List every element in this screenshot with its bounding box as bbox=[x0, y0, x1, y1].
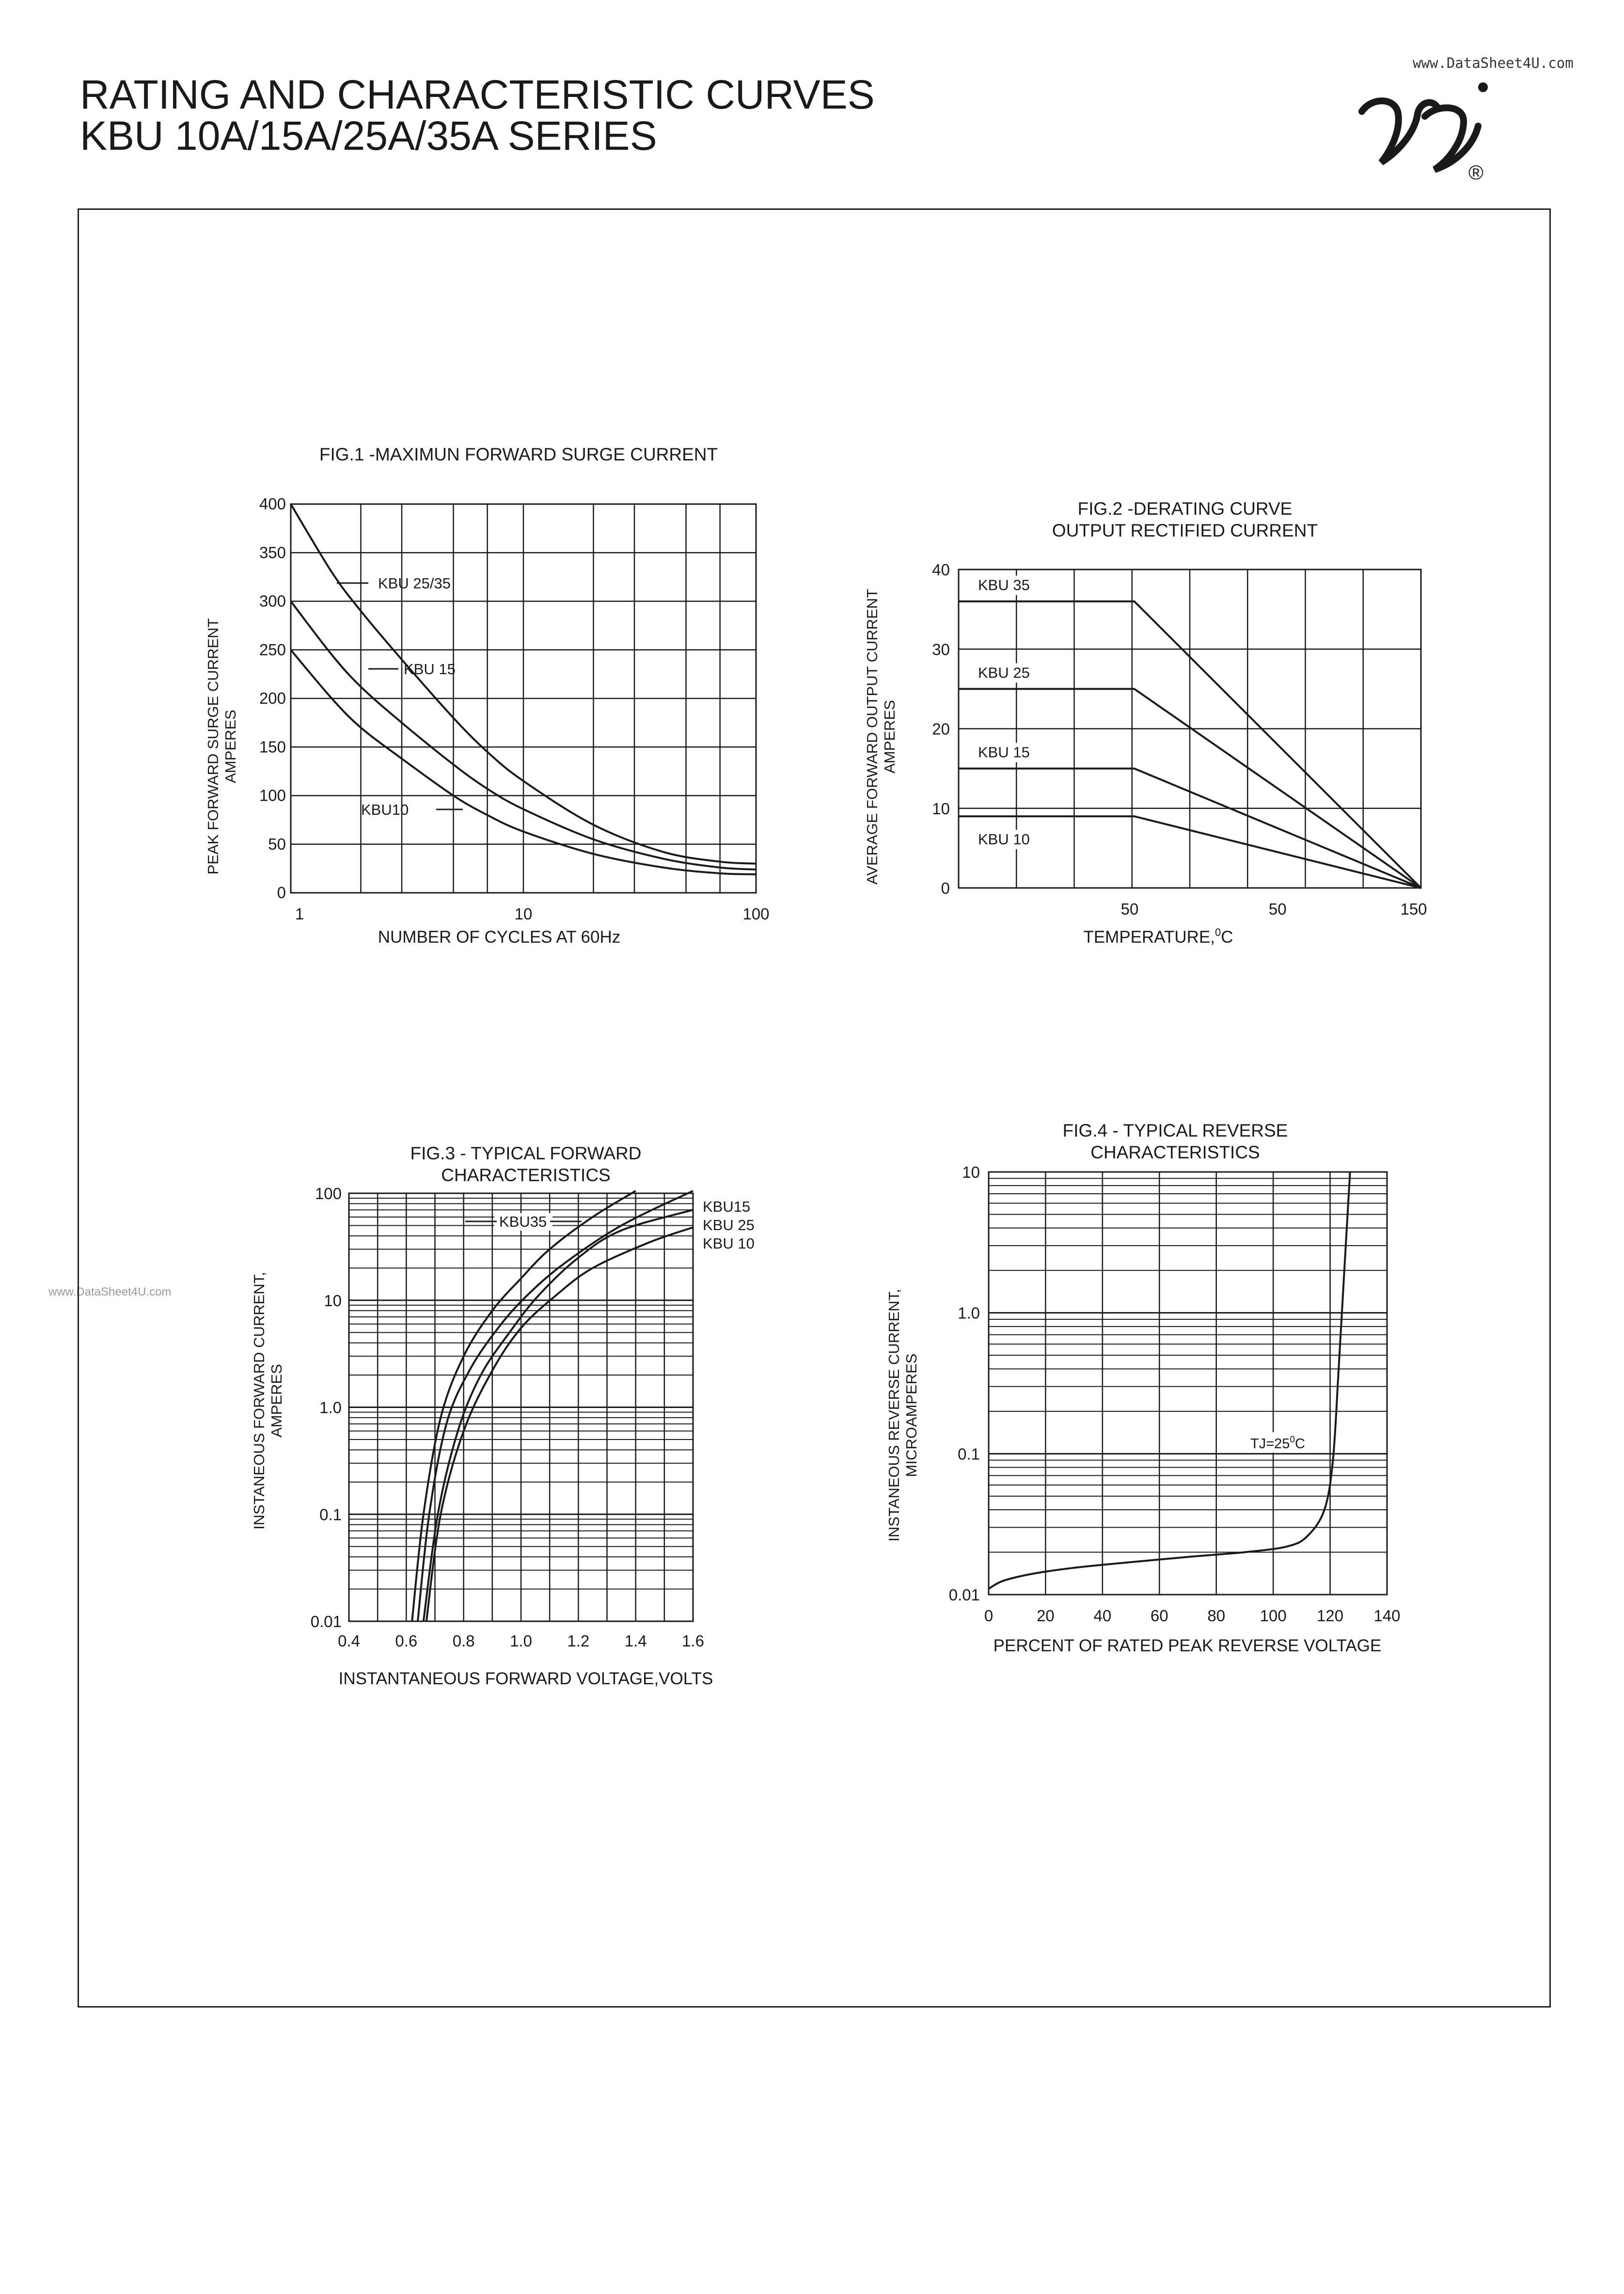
fig2-xlabel-text: TEMPERATURE, bbox=[1083, 928, 1215, 947]
fig4-annotation-text: TJ=25 bbox=[1250, 1436, 1290, 1452]
fig3-x-tick-label: 0.4 bbox=[338, 1632, 360, 1650]
fig1-y-tick-label: 0 bbox=[277, 884, 286, 902]
fig4-title: FIG.4 - TYPICAL REVERSE bbox=[1062, 1121, 1288, 1140]
fig3-x-tick-label: 1.2 bbox=[567, 1632, 590, 1650]
fig1-label-kbu10: KBU10 bbox=[361, 801, 409, 818]
fig4-ylabel-line1: INSTANEOUS REVERSE CURRENT, bbox=[885, 1289, 902, 1542]
fig4-annotation-unit: C bbox=[1295, 1436, 1305, 1452]
fig3-x-tick-label: 1.0 bbox=[510, 1632, 532, 1650]
fig2-x-tick-label: 150 bbox=[1400, 900, 1427, 918]
fig3-ylabel-line1: INSTANEOUS FORWARD CURRENT, bbox=[251, 1272, 268, 1530]
fig2-ylabel-line1: AVERAGE FORWARD OUTPUT CURRENT bbox=[864, 588, 881, 885]
fig1-y-tick-label: 250 bbox=[259, 640, 286, 659]
fig2-series-label-0: KBU 35 bbox=[978, 576, 1030, 594]
fig3-label-kbu15: KBU15 bbox=[703, 1198, 751, 1215]
fig3-y-tick-label: 0.01 bbox=[310, 1613, 342, 1630]
fig3-y-tick-label: 10 bbox=[324, 1291, 342, 1310]
fig1-y-tick-label: 50 bbox=[268, 835, 286, 853]
fig2-y-tick-label: 0 bbox=[941, 879, 950, 897]
fig4-x-tick-label: 40 bbox=[1093, 1607, 1112, 1625]
fig3-x-tick-label: 0.6 bbox=[395, 1632, 418, 1650]
page-title-line-1: RATING AND CHARACTERISTIC CURVES bbox=[80, 72, 875, 117]
watermark-side[interactable]: www.DataSheet4U.com bbox=[48, 1285, 172, 1298]
fig1-x-tick-label: 10 bbox=[514, 905, 533, 923]
fig1-y-tick-label: 100 bbox=[259, 786, 286, 805]
registered-mark: ® bbox=[1468, 161, 1483, 184]
fig2-series-label-3: KBU 10 bbox=[978, 831, 1030, 848]
watermark-top[interactable]: www.DataSheet4U.com bbox=[1413, 55, 1574, 71]
fig4-y-tick-label: 1.0 bbox=[958, 1304, 980, 1322]
fig1-y-tick-label: 150 bbox=[259, 738, 286, 756]
fig3-y-tick-label: 0.1 bbox=[319, 1505, 342, 1524]
fig1-ylabel-line2: AMPERES bbox=[222, 710, 239, 783]
fig2-y-tick-label: 20 bbox=[932, 720, 950, 738]
fig4-x-tick-label: 20 bbox=[1037, 1607, 1055, 1625]
fig3-title: FIG.3 - TYPICAL FORWARD bbox=[410, 1143, 642, 1163]
fig2-y-tick-label: 30 bbox=[932, 640, 950, 659]
fig1-ylabel-line1: PEAK FORWARD SURGE CURRENT bbox=[205, 618, 221, 875]
fig4-xlabel: PERCENT OF RATED PEAK REVERSE VOLTAGE bbox=[993, 1636, 1382, 1655]
fig1-y-tick-label: 200 bbox=[259, 689, 286, 707]
fig1-y-tick-label: 350 bbox=[259, 543, 286, 562]
fig3-xlabel: INSTANTANEOUS FORWARD VOLTAGE,VOLTS bbox=[338, 1669, 713, 1688]
fig3-y-tick-label: 100 bbox=[315, 1185, 342, 1202]
fig3-x-tick-label: 1.4 bbox=[624, 1632, 647, 1650]
fig2-y-tick-label: 10 bbox=[932, 799, 950, 818]
page-title-line-2: KBU 10A/15A/25A/35A SERIES bbox=[80, 113, 657, 158]
fig4-y-tick-label: 10 bbox=[962, 1163, 980, 1181]
fig1-xlabel: NUMBER OF CYCLES AT 60Hz bbox=[378, 928, 621, 947]
fig4-y-tick-label: 0.1 bbox=[958, 1445, 980, 1463]
fig2-xlabel-sup: 0 bbox=[1215, 926, 1221, 938]
fig1-label-kbu2535: KBU 25/35 bbox=[378, 575, 451, 592]
fig1-y-tick-label: 300 bbox=[259, 592, 286, 610]
fig3-label-kbu35: KBU35 bbox=[499, 1213, 547, 1230]
fig1-title: FIG.1 -MAXIMUN FORWARD SURGE CURRENT bbox=[319, 444, 718, 464]
fig4-annotation bbox=[1250, 1435, 1305, 1452]
fig2-subtitle: OUTPUT RECTIFIED CURRENT bbox=[1052, 521, 1318, 540]
fig4-plot-area bbox=[949, 1163, 1401, 1625]
fig3-x-tick-label: 0.8 bbox=[452, 1632, 475, 1650]
fig3-label-kbu25: KBU 25 bbox=[703, 1217, 755, 1234]
fig1-y-tick-label: 400 bbox=[259, 495, 286, 513]
fig3-x-tick-label: 1.6 bbox=[682, 1632, 704, 1650]
fig2-xlabel-unit: C bbox=[1221, 928, 1233, 947]
fig3-label-kbu10: KBU 10 bbox=[703, 1235, 755, 1252]
fig2-x-tick-label: 50 bbox=[1120, 900, 1139, 918]
fig1-x-tick-label: 100 bbox=[742, 905, 770, 923]
fig4-plot-border bbox=[989, 1172, 1387, 1595]
fig2-y-tick-label: 40 bbox=[932, 561, 950, 579]
fig2-series-label-2: KBU 15 bbox=[978, 744, 1030, 761]
fig3-subtitle: CHARACTERISTICS bbox=[441, 1165, 611, 1185]
fig4-x-tick-label: 60 bbox=[1150, 1607, 1168, 1625]
fig4-x-tick-label: 140 bbox=[1373, 1607, 1401, 1625]
fig4-series-line-0 bbox=[989, 1172, 1350, 1589]
fig2-title: FIG.2 -DERATING CURVE bbox=[1077, 499, 1293, 519]
fig4-ylabel-line2: MICROAMPERES bbox=[903, 1353, 920, 1477]
fig4-ylabel bbox=[885, 1289, 920, 1541]
fig4-subtitle: CHARACTERISTICS bbox=[1090, 1142, 1260, 1162]
fig2-series-label-1: KBU 25 bbox=[978, 664, 1030, 681]
fig4-x-tick-label: 80 bbox=[1207, 1607, 1226, 1625]
fig1-label-kbu15: KBU 15 bbox=[404, 661, 456, 678]
fig4-x-tick-label: 0 bbox=[984, 1607, 993, 1625]
fig4-x-tick-label: 100 bbox=[1260, 1607, 1287, 1625]
fig2-x-tick-label: 50 bbox=[1268, 900, 1287, 918]
fig4-y-tick-label: 0.01 bbox=[948, 1586, 980, 1604]
fig3-ylabel-line2: AMPERES bbox=[268, 1364, 285, 1438]
fig2-ylabel-line2: AMPERES bbox=[881, 700, 898, 774]
fig4-x-tick-label: 120 bbox=[1317, 1607, 1344, 1625]
fig3-y-tick-label: 1.0 bbox=[319, 1398, 342, 1417]
fig4-annotation-sup: 0 bbox=[1290, 1435, 1295, 1445]
fig1-x-tick-label: 1 bbox=[295, 905, 304, 923]
